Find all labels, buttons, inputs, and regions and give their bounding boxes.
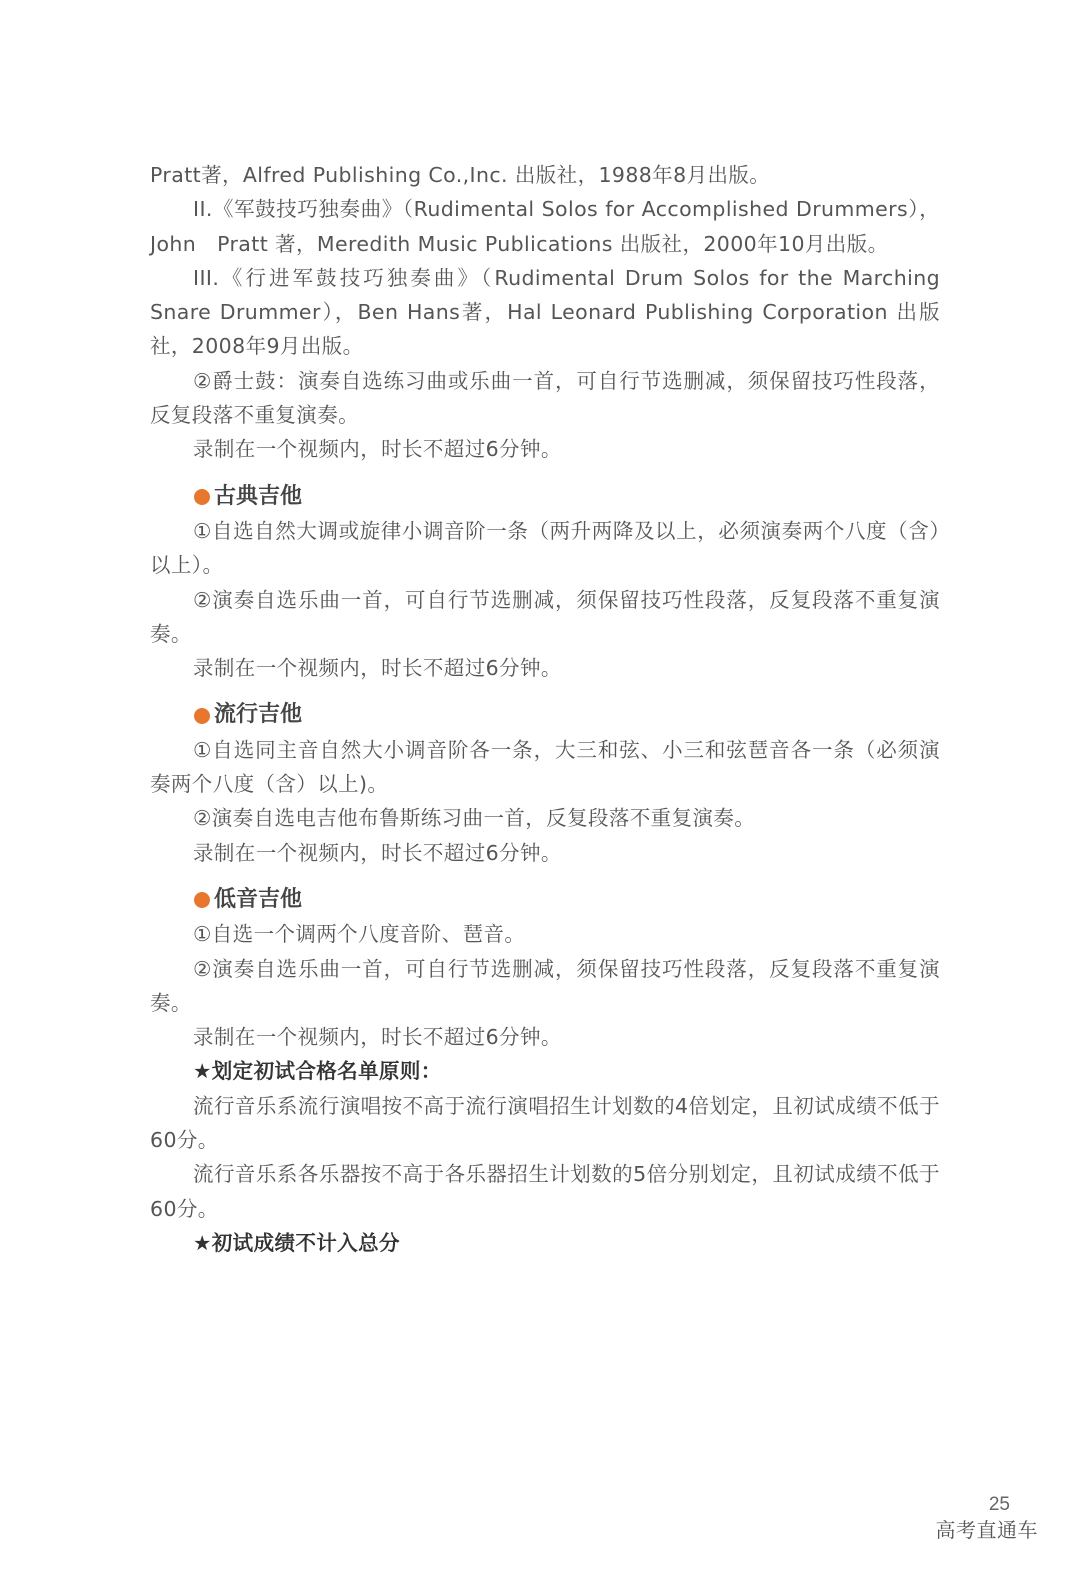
- section-title: 低音吉他: [214, 886, 303, 912]
- orange-bullet-icon: [194, 489, 210, 505]
- publication-ref-1-continued: Pratt著，Alfred Publishing Co.,Inc. 出版社，1988年8月出版。: [150, 163, 771, 187]
- section-title: 古典吉他: [214, 483, 303, 509]
- qualification-rule-instruments: 流行音乐系各乐器按不高于各乐器招生计划数的5倍分别划定，且初试成绩不低于60分。: [150, 1162, 940, 1221]
- classical-guitar-recording-note: 录制在一个视频内，时长不超过6分钟。: [193, 656, 562, 681]
- section-heading-classical-guitar: [150, 480, 940, 514]
- bass-guitar-item-1: ①自选一个调两个八度音阶、琶音。: [193, 922, 526, 947]
- qualification-rule-vocal: 流行音乐系流行演唱按不高于流行演唱招生计划数的4倍划定，且初试成绩不低于60分。: [150, 1093, 940, 1153]
- page-number: 25: [988, 1494, 1010, 1515]
- publication-ref-2: II.《军鼓技巧独奏曲》（Rudimental Solos for Accomplished Drummers），John Pratt 著，Meredith Music Publications 出版社，2000年10月出版。: [150, 197, 940, 256]
- orange-bullet-icon: [194, 708, 210, 724]
- classical-guitar-item-1: ①自选自然大调或旋律小调音阶一条（两升两降及以上，必须演奏两个八度（含）以上）。: [150, 518, 940, 578]
- bass-guitar-item-2: ②演奏自选乐曲一首，可自行节选删减，须保留技巧性段落，反复段落不重复演奏。: [150, 956, 940, 1015]
- jazz-drum-requirement: ②爵士鼓：演奏自选练习曲或乐曲一首，可自行节选删减，须保留技巧性段落，反复段落不重复演奏。: [150, 368, 940, 428]
- pop-guitar-item-1: ①自选同主音自然大小调音阶各一条，大三和弦、小三和弦琶音各一条（必须演奏两个八度（含）以上)。: [150, 737, 940, 797]
- document-body: [150, 158, 940, 1260]
- classical-guitar-item-2: ②演奏自选乐曲一首，可自行节选删减，须保留技巧性段落，反复段落不重复演奏。: [150, 587, 940, 646]
- section-heading-pop-guitar: [150, 698, 940, 732]
- page-footer: [936, 1494, 1039, 1544]
- drum-recording-note: 录制在一个视频内，时长不超过6分钟。: [193, 437, 562, 462]
- score-not-counted-note: ★初试成绩不计入总分: [193, 1230, 400, 1255]
- orange-bullet-icon: [194, 892, 210, 908]
- publication-ref-3: III.《行进军鼓技巧独奏曲》（Rudimental Drum Solos for the Marching Snare Drummer），Ben Hans著，Hal Leonard Publishing Corporation 出版社，2008年9月出版。: [150, 265, 940, 359]
- section-heading-bass-guitar: [150, 883, 940, 917]
- qualification-rules-heading: ★划定初试合格名单原则：: [193, 1059, 442, 1084]
- bass-guitar-recording-note: 录制在一个视频内，时长不超过6分钟。: [193, 1025, 562, 1050]
- watermark-text: 高考直通车: [935, 1518, 1038, 1542]
- pop-guitar-recording-note: 录制在一个视频内，时长不超过6分钟。: [193, 840, 562, 865]
- pop-guitar-item-2: ②演奏自选电吉他布鲁斯练习曲一首，反复段落不重复演奏。: [193, 806, 756, 831]
- section-title: 流行吉他: [214, 702, 303, 728]
